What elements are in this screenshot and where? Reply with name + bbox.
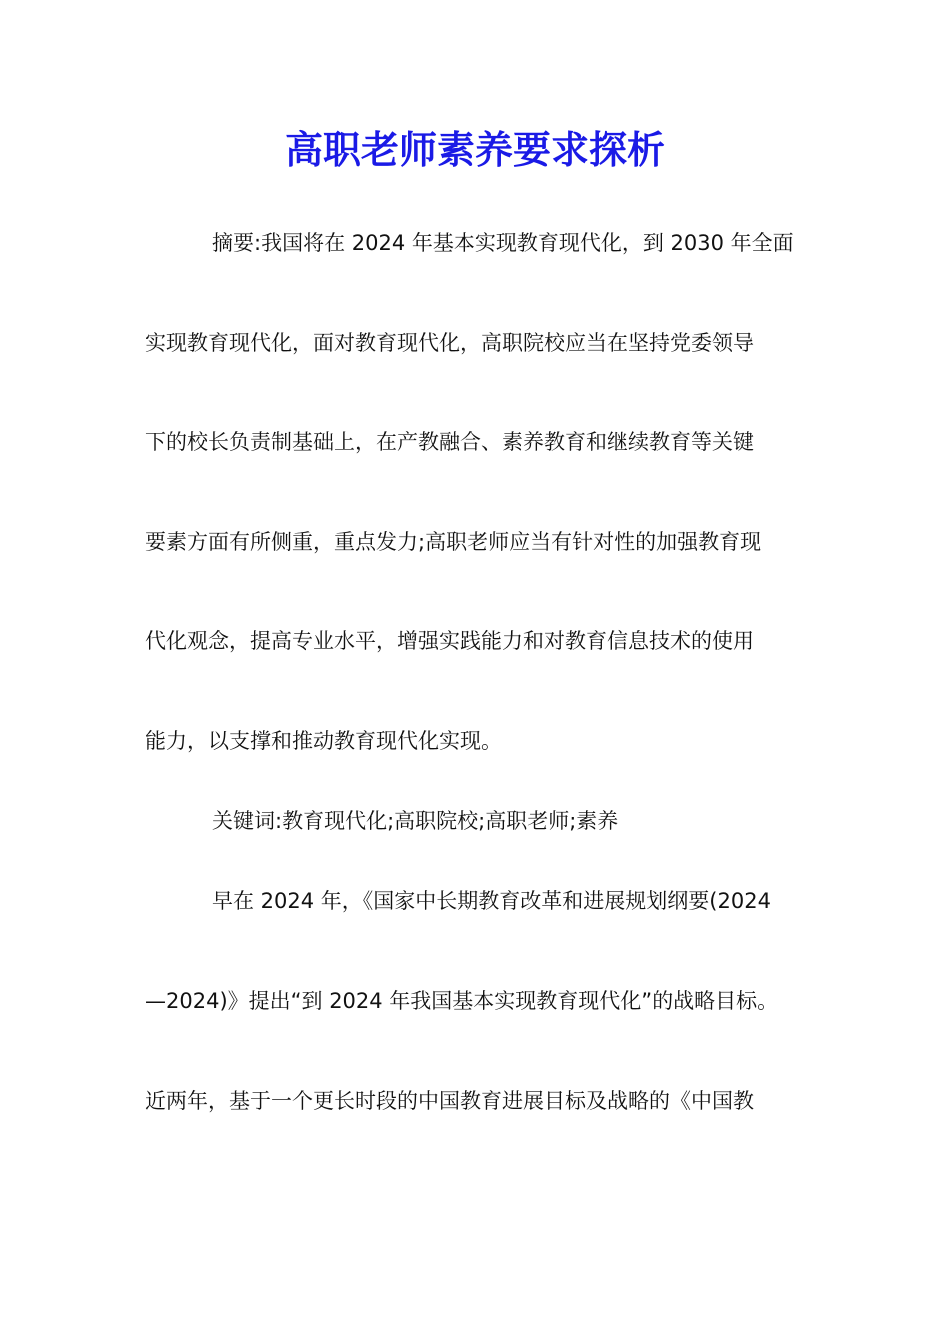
abstract-line-5: 代化观念，提高专业水平，增强实践能力和对教育信息技术的使用 — [145, 629, 754, 653]
abstract-line-1: 摘要:我国将在 2024 年基本实现教育现代化，到 2030 年全面 — [212, 231, 794, 255]
body-line-1: 早在 2024 年，《国家中长期教育改革和进展规划纲要(2024 — [212, 889, 771, 913]
abstract-line-4: 要素方面有所侧重，重点发力;高职老师应当有针对性的加强教育现 — [145, 530, 762, 554]
keywords-line: 关键词:教育现代化;高职院校;高职老师;素养 — [212, 809, 619, 833]
body-line-2: —2024)》提出“到 2024 年我国基本实现教育现代化”的战略目标。 — [145, 989, 779, 1013]
abstract-line-3: 下的校长负责制基础上，在产教融合、素养教育和继续教育等关键 — [145, 430, 754, 454]
body-line-3: 近两年，基于一个更长时段的中国教育进展目标及战略的《中国教 — [145, 1089, 754, 1113]
abstract-line-2: 实现教育现代化，面对教育现代化，高职院校应当在坚持党委领导 — [145, 331, 754, 355]
abstract-line-6: 能力，以支撑和推动教育现代化实现。 — [145, 729, 502, 753]
document-title: 高职老师素养要求探析 — [284, 127, 665, 172]
